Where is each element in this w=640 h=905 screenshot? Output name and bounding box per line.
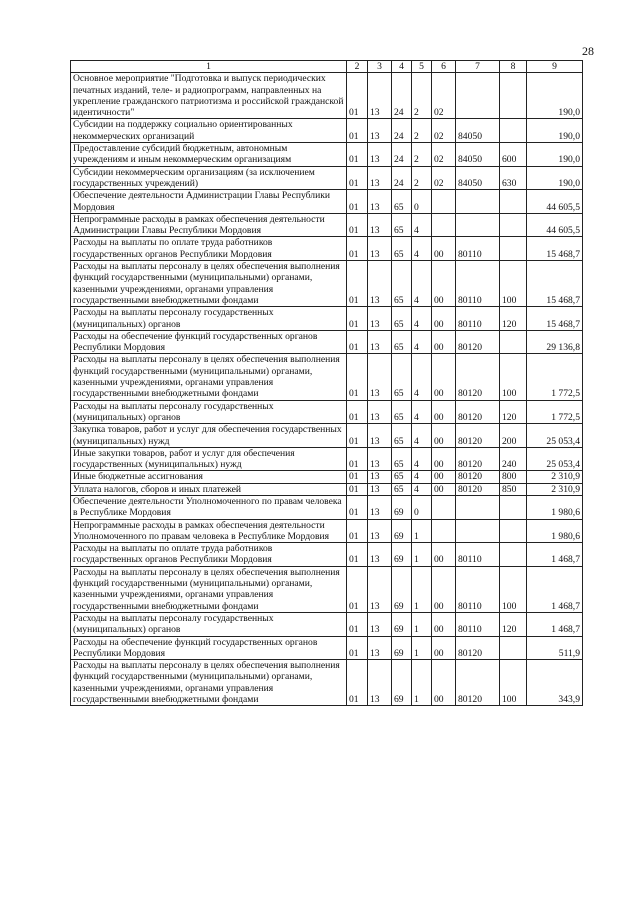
expense-name-cell: Иные закупки товаров, работ и услуг для обеспечения государственных (муниципальных) нужд [71,447,347,471]
table-row [71,519,583,543]
code-program-cell: 24 [392,143,412,167]
code-event-cell: 02 [432,73,456,119]
code-program-cell: 69 [392,519,412,543]
expense-name-cell: Расходы на выплаты персоналу государственных (муниципальных) органов [71,400,347,424]
code-expense-type-cell [500,330,527,354]
code-event-cell: 00 [432,330,456,354]
code-direction-cell: 80120 [456,636,500,660]
table-row [71,483,583,495]
code-program-cell: 69 [392,660,412,706]
code-subsection-cell: 13 [368,566,392,612]
code-event-cell: 00 [432,237,456,261]
expense-name-cell: Субсидии на поддержку социально ориентированных некоммерческих организаций [71,119,347,143]
code-direction-cell: 84050 [456,143,500,167]
code-direction-cell: 80120 [456,660,500,706]
code-direction-cell: 84050 [456,119,500,143]
table-row [71,237,583,261]
code-expense-type-cell: 240 [500,447,527,471]
code-subsection-cell: 13 [368,471,392,483]
code-program-cell: 65 [392,190,412,214]
code-subprogram-cell: 4 [412,261,432,307]
code-event-cell [432,519,456,543]
code-program-cell: 65 [392,307,412,331]
code-subsection-cell: 13 [368,495,392,519]
expense-name-cell: Закупка товаров, работ и услуг для обеспечения государственных (муниципальных) нужд [71,424,347,448]
code-event-cell: 00 [432,660,456,706]
amount-cell: 44 605,5 [527,190,583,214]
code-event-cell: 00 [432,307,456,331]
code-expense-type-cell: 200 [500,424,527,448]
code-section-cell: 01 [347,471,368,483]
code-expense-type-cell: 100 [500,261,527,307]
code-direction-cell: 80120 [456,447,500,471]
amount-cell: 190,0 [527,143,583,167]
code-section-cell: 01 [347,73,368,119]
code-event-cell: 00 [432,471,456,483]
header-col-9: 9 [527,61,583,73]
amount-cell: 1 468,7 [527,612,583,636]
code-section-cell: 01 [347,119,368,143]
code-subprogram-cell: 4 [412,307,432,331]
code-program-cell: 65 [392,237,412,261]
code-direction-cell [456,73,500,119]
table-row [71,73,583,119]
code-section-cell: 01 [347,261,368,307]
code-event-cell [432,495,456,519]
table-row [71,166,583,190]
code-subprogram-cell: 4 [412,400,432,424]
code-direction-cell: 80110 [456,307,500,331]
code-subprogram-cell: 4 [412,483,432,495]
amount-cell: 44 605,5 [527,213,583,237]
code-section-cell: 01 [347,190,368,214]
table-row [71,400,583,424]
table-row [71,190,583,214]
table-row [71,354,583,400]
code-direction-cell: 80120 [456,483,500,495]
code-expense-type-cell [500,73,527,119]
amount-cell: 1 980,6 [527,495,583,519]
amount-cell: 190,0 [527,119,583,143]
expense-name-cell: Основное мероприятие "Подготовка и выпуск периодических печатных изданий, теле- и радиопрограмм, направленных на укрепление гражданского патриотизма и российской гражданской идентичности" [71,73,347,119]
code-program-cell: 65 [392,471,412,483]
code-subprogram-cell: 4 [412,213,432,237]
code-program-cell: 69 [392,495,412,519]
table-row [71,471,583,483]
code-expense-type-cell: 120 [500,400,527,424]
code-subprogram-cell: 4 [412,471,432,483]
code-expense-type-cell [500,190,527,214]
code-subsection-cell: 13 [368,237,392,261]
code-expense-type-cell: 800 [500,471,527,483]
code-direction-cell: 80110 [456,237,500,261]
amount-cell: 29 136,8 [527,330,583,354]
code-program-cell: 65 [392,330,412,354]
code-event-cell: 00 [432,483,456,495]
code-section-cell: 01 [347,612,368,636]
code-section-cell: 01 [347,307,368,331]
expense-name-cell: Расходы на выплаты персоналу в целях обеспечения выполнения функций государственными (муниципальными) органами, казенными учреждениями, органами управления государственными внебюджетными фондами [71,660,347,706]
code-section-cell: 01 [347,213,368,237]
table-body [71,73,583,706]
code-subprogram-cell: 4 [412,330,432,354]
amount-cell: 1 772,5 [527,400,583,424]
code-section-cell: 01 [347,660,368,706]
table-row [71,213,583,237]
expense-name-cell: Непрограммные расходы в рамках обеспечения деятельности Уполномоченного по правам человека в Республике Мордовия [71,519,347,543]
code-subsection-cell: 13 [368,213,392,237]
expense-name-cell: Иные бюджетные ассигнования [71,471,347,483]
header-col-7: 7 [456,61,500,73]
header-col-2: 2 [347,61,368,73]
amount-cell: 1 468,7 [527,543,583,567]
expense-name-cell: Обеспечение деятельности Уполномоченного по правам человека в Республике Мордовия [71,495,347,519]
code-section-cell: 01 [347,447,368,471]
code-direction-cell: 80110 [456,543,500,567]
table-header [71,61,583,73]
expense-name-cell: Расходы на выплаты персоналу государственных (муниципальных) органов [71,612,347,636]
code-direction-cell: 80110 [456,261,500,307]
table-row [71,566,583,612]
code-subprogram-cell: 4 [412,424,432,448]
code-program-cell: 69 [392,612,412,636]
code-program-cell: 24 [392,119,412,143]
code-subsection-cell: 13 [368,447,392,471]
header-col-1: 1 [71,61,347,73]
expense-name-cell: Предоставление субсидий бюджетным, автономным учреждениям и иным некоммерческим организациям [71,143,347,167]
header-col-4: 4 [392,61,412,73]
code-program-cell: 65 [392,261,412,307]
expense-name-cell: Непрограммные расходы в рамках обеспечения деятельности Администрации Главы Республики Мордовия [71,213,347,237]
table-row [71,447,583,471]
code-event-cell [432,190,456,214]
code-expense-type-cell: 120 [500,307,527,331]
code-subprogram-cell: 1 [412,612,432,636]
code-subprogram-cell: 4 [412,447,432,471]
code-expense-type-cell [500,237,527,261]
code-subsection-cell: 13 [368,330,392,354]
code-subsection-cell: 13 [368,354,392,400]
code-event-cell: 00 [432,543,456,567]
code-subprogram-cell: 4 [412,354,432,400]
code-section-cell: 01 [347,495,368,519]
expense-name-cell: Расходы на обеспечение функций государственных органов Республики Мордовия [71,636,347,660]
code-expense-type-cell [500,213,527,237]
amount-cell: 511,9 [527,636,583,660]
code-expense-type-cell: 850 [500,483,527,495]
amount-cell: 25 053,4 [527,424,583,448]
code-subsection-cell: 13 [368,119,392,143]
budget-table [70,60,583,706]
table-row [71,660,583,706]
code-subprogram-cell: 2 [412,166,432,190]
code-subsection-cell: 13 [368,612,392,636]
code-expense-type-cell: 630 [500,166,527,190]
code-program-cell: 24 [392,73,412,119]
amount-cell: 1 980,6 [527,519,583,543]
code-expense-type-cell [500,519,527,543]
code-direction-cell [456,213,500,237]
code-subsection-cell: 13 [368,73,392,119]
code-subsection-cell: 13 [368,307,392,331]
code-direction-cell [456,190,500,214]
code-event-cell: 00 [432,636,456,660]
code-event-cell: 02 [432,119,456,143]
code-section-cell: 01 [347,566,368,612]
code-section-cell: 01 [347,354,368,400]
expense-name-cell: Расходы на выплаты персоналу государственных (муниципальных) органов [71,307,347,331]
code-direction-cell [456,495,500,519]
table-row [71,261,583,307]
table-row [71,307,583,331]
amount-cell: 1 772,5 [527,354,583,400]
code-section-cell: 01 [347,424,368,448]
code-expense-type-cell: 100 [500,354,527,400]
expense-name-cell: Расходы на выплаты по оплате труда работников государственных органов Республики Мордовия [71,237,347,261]
code-direction-cell [456,519,500,543]
header-col-8: 8 [500,61,527,73]
code-event-cell: 00 [432,566,456,612]
code-subsection-cell: 13 [368,519,392,543]
amount-cell: 25 053,4 [527,447,583,471]
code-direction-cell: 80120 [456,330,500,354]
code-section-cell: 01 [347,636,368,660]
code-subsection-cell: 13 [368,483,392,495]
expense-name-cell: Расходы на выплаты персоналу в целях обеспечения выполнения функций государственными (муниципальными) органами, казенными учреждениями, органами управления государственными внебюджетными фондами [71,566,347,612]
expense-name-cell: Расходы на выплаты персоналу в целях обеспечения выполнения функций государственными (муниципальными) органами, казенными учреждениями, органами управления государственными внебюджетными фондами [71,354,347,400]
header-col-6: 6 [432,61,456,73]
code-subsection-cell: 13 [368,190,392,214]
code-subprogram-cell: 2 [412,119,432,143]
code-program-cell: 69 [392,543,412,567]
code-subprogram-cell: 0 [412,190,432,214]
code-direction-cell: 84050 [456,166,500,190]
expense-name-cell: Расходы на выплаты по оплате труда работников государственных органов Республики Мордовия [71,543,347,567]
code-subsection-cell: 13 [368,543,392,567]
code-subsection-cell: 13 [368,166,392,190]
code-subprogram-cell: 4 [412,237,432,261]
amount-cell: 343,9 [527,660,583,706]
table-row [71,143,583,167]
code-section-cell: 01 [347,330,368,354]
code-program-cell: 24 [392,166,412,190]
code-direction-cell: 80110 [456,566,500,612]
code-expense-type-cell [500,636,527,660]
code-event-cell: 00 [432,447,456,471]
code-expense-type-cell: 600 [500,143,527,167]
code-section-cell: 01 [347,237,368,261]
table-row [71,119,583,143]
code-subprogram-cell: 1 [412,543,432,567]
code-event-cell: 00 [432,612,456,636]
code-event-cell: 00 [432,261,456,307]
code-program-cell: 65 [392,447,412,471]
table-row [71,495,583,519]
code-event-cell: 02 [432,166,456,190]
code-subprogram-cell: 1 [412,660,432,706]
code-event-cell [432,213,456,237]
table-row [71,424,583,448]
code-expense-type-cell [500,495,527,519]
code-section-cell: 01 [347,143,368,167]
code-expense-type-cell: 120 [500,612,527,636]
amount-cell: 15 468,7 [527,237,583,261]
code-subsection-cell: 13 [368,660,392,706]
amount-cell: 2 310,9 [527,471,583,483]
code-direction-cell: 80120 [456,471,500,483]
amount-cell: 15 468,7 [527,307,583,331]
header-col-3: 3 [368,61,392,73]
expense-name-cell: Обеспечение деятельности Администрации Главы Республики Мордовия [71,190,347,214]
code-subsection-cell: 13 [368,261,392,307]
code-expense-type-cell: 100 [500,660,527,706]
code-direction-cell: 80120 [456,354,500,400]
code-program-cell: 65 [392,483,412,495]
code-section-cell: 01 [347,483,368,495]
code-subprogram-cell: 2 [412,73,432,119]
code-program-cell: 69 [392,566,412,612]
code-program-cell: 65 [392,424,412,448]
code-program-cell: 65 [392,400,412,424]
expense-name-cell: Расходы на выплаты персоналу в целях обеспечения выполнения функций государственными (муниципальными) органами, казенными учреждениями, органами управления государственными внебюджетными фондами [71,261,347,307]
code-expense-type-cell: 100 [500,566,527,612]
amount-cell: 1 468,7 [527,566,583,612]
code-subprogram-cell: 1 [412,566,432,612]
code-subprogram-cell: 1 [412,636,432,660]
code-program-cell: 69 [392,636,412,660]
expense-name-cell: Расходы на обеспечение функций государственных органов Республики Мордовия [71,330,347,354]
code-section-cell: 01 [347,400,368,424]
code-subprogram-cell: 2 [412,143,432,167]
header-col-5: 5 [412,61,432,73]
code-subsection-cell: 13 [368,143,392,167]
expense-name-cell: Субсидии некоммерческим организациям (за исключением государственных учреждений) [71,166,347,190]
table-row [71,612,583,636]
code-event-cell: 00 [432,424,456,448]
code-direction-cell: 80120 [456,400,500,424]
code-direction-cell: 80120 [456,424,500,448]
amount-cell: 190,0 [527,166,583,190]
code-program-cell: 65 [392,354,412,400]
code-section-cell: 01 [347,543,368,567]
code-subsection-cell: 13 [368,400,392,424]
table-row [71,543,583,567]
code-program-cell: 65 [392,213,412,237]
code-section-cell: 01 [347,519,368,543]
code-event-cell: 00 [432,400,456,424]
code-subprogram-cell: 1 [412,519,432,543]
code-event-cell: 02 [432,143,456,167]
code-event-cell: 00 [432,354,456,400]
table-row [71,636,583,660]
code-direction-cell: 80110 [456,612,500,636]
page-number: 28 [582,44,594,58]
expense-name-cell: Уплата налогов, сборов и иных платежей [71,483,347,495]
code-expense-type-cell [500,119,527,143]
code-subsection-cell: 13 [368,636,392,660]
table-row [71,330,583,354]
header-row [71,61,583,73]
code-subprogram-cell: 0 [412,495,432,519]
code-expense-type-cell [500,543,527,567]
code-section-cell: 01 [347,166,368,190]
code-subsection-cell: 13 [368,424,392,448]
amount-cell: 2 310,9 [527,483,583,495]
amount-cell: 190,0 [527,73,583,119]
amount-cell: 15 468,7 [527,261,583,307]
